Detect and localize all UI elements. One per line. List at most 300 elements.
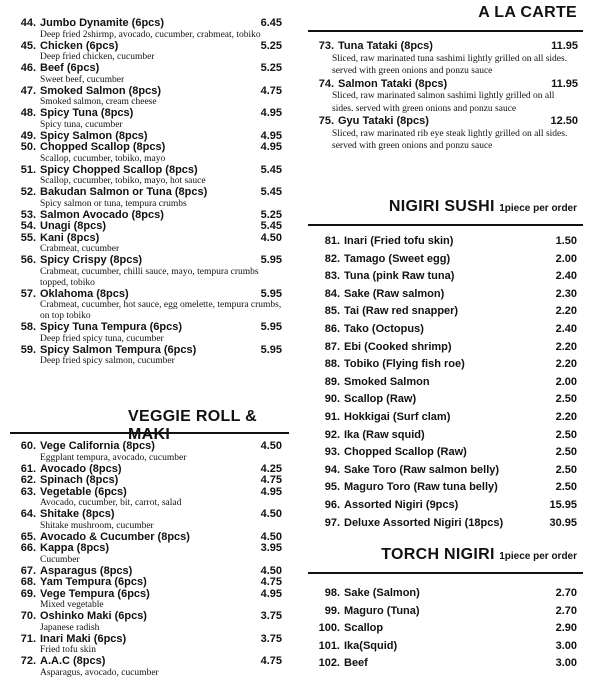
- menu-item-num: 92.: [324, 428, 340, 441]
- menu-item: [10, 255, 282, 289]
- menu-item-description: Crabmeat, cucumber, hot sauce, egg omelette, tempura crumbs, on top tobiko: [40, 300, 282, 321]
- menu-item-name: Avocado (8pcs): [40, 462, 122, 475]
- menu-item-num: 98.: [324, 587, 340, 599]
- menu-item-name: Unagi (8pcs): [40, 220, 107, 232]
- menu-item-price: 2.20: [555, 305, 577, 318]
- menu-item: [10, 634, 282, 657]
- menu-item: [10, 509, 282, 532]
- menu-item: [308, 321, 577, 339]
- menu-item-row: [308, 391, 577, 409]
- menu-item-num: 52.: [20, 186, 36, 198]
- menu-item-name: Spicy Tuna Tempura (6pcs): [40, 321, 183, 333]
- menu-item-row: [308, 374, 577, 392]
- menu-item-row: [308, 233, 577, 251]
- menu-item: [308, 303, 577, 321]
- menu-item-row: [308, 409, 577, 427]
- menu-item-row: [10, 86, 282, 98]
- menu-item-price: 2.70: [555, 604, 577, 617]
- menu-item-num: 74.: [318, 77, 334, 90]
- menu-item-row: [10, 255, 282, 267]
- menu-item: [308, 356, 577, 374]
- menu-item-price: 5.95: [260, 254, 282, 266]
- menu-item: [10, 441, 282, 464]
- menu-item-description: Scallop, cucumber, tobiko, mayo, hot sauce: [40, 176, 206, 186]
- a-la-carte-header: [478, 4, 577, 22]
- menu-item-num: 81.: [324, 235, 340, 247]
- menu-item-price: 2.00: [555, 375, 577, 388]
- menu-item-name: Scallop (Raw): [344, 393, 417, 406]
- menu-item-name: Spicy Salmon (8pcs): [40, 129, 148, 142]
- menu-item-row: [10, 475, 282, 487]
- menu-item-price: 4.95: [260, 129, 282, 142]
- menu-item-name: Bakudan Salmon or Tuna (8pcs): [40, 186, 208, 198]
- menu-item-description: Eggplant tempura, avocado, cucumber: [40, 452, 187, 463]
- menu-item-price: 2.40: [555, 270, 577, 283]
- menu-item-num: 86.: [324, 322, 340, 335]
- menu-item: [10, 108, 282, 131]
- menu-item-num: 96.: [324, 498, 340, 511]
- menu-item-price: 11.95: [551, 77, 578, 90]
- menu-item-row: [308, 427, 577, 445]
- menu-item: [308, 655, 577, 673]
- menu-item-name: Oshinko Maki (6pcs): [40, 610, 147, 622]
- menu-item-num: 75.: [318, 115, 334, 127]
- menu-item-name: Sake (Raw salmon): [344, 287, 445, 300]
- menu-item-description: Deep fried 2shirmp, avocado, cucumber, crabmeat, tobiko: [40, 29, 261, 40]
- menu-item: [308, 444, 577, 462]
- menu-item-row: [308, 78, 578, 91]
- menu-item-name: Deluxe Assorted Nigiri (18pcs): [344, 516, 504, 529]
- menu-item-price: 3.00: [555, 657, 577, 670]
- menu-item-row: [10, 63, 282, 75]
- menu-item-name: Chopped Scallop (8pcs): [40, 141, 166, 153]
- menu-item-num: 94.: [324, 463, 340, 476]
- menu-item-price: 4.50: [260, 231, 282, 244]
- menu-item-num: 70.: [20, 610, 36, 622]
- menu-item-row: [10, 441, 282, 453]
- nigiri-divider: [308, 224, 583, 226]
- menu-item-description: Scallop, cucumber, tobiko, mayo: [40, 153, 166, 164]
- menu-item-num: 82.: [324, 252, 340, 265]
- menu-item-price: 5.25: [260, 208, 282, 221]
- menu-item-row: [308, 286, 577, 304]
- menu-item-row: [10, 656, 282, 668]
- menu-item-num: 97.: [324, 516, 340, 529]
- nigiri-title: NIGIRI SUSHI: [388, 198, 495, 215]
- menu-item-num: 69.: [20, 587, 36, 600]
- menu-item-price: 4.75: [260, 474, 282, 486]
- menu-item-price: 2.50: [555, 428, 577, 441]
- menu-item-num: 72.: [20, 655, 36, 667]
- menu-item-name: Avocado & Cucumber (8pcs): [40, 530, 190, 543]
- menu-item-description: Avocado, cucumber, bit, carrot, salad: [40, 498, 182, 508]
- menu-item: [10, 142, 282, 165]
- menu-item-num: 53.: [20, 208, 36, 221]
- menu-item: [10, 221, 282, 233]
- menu-item-num: 95.: [324, 481, 340, 494]
- menu-item-row: [10, 289, 282, 301]
- menu-item-price: 3.00: [555, 639, 577, 652]
- menu-item: [10, 577, 282, 589]
- menu-item-price: 2.20: [555, 358, 577, 371]
- menu-item: [308, 515, 577, 533]
- menu-item-name: A.A.C (8pcs): [40, 655, 106, 667]
- menu-item: [308, 620, 577, 638]
- menu-item-price: 2.50: [555, 481, 577, 494]
- menu-item: [10, 322, 282, 345]
- menu-item-price: 5.45: [260, 220, 282, 232]
- menu-item: [10, 233, 282, 256]
- menu-item-row: [10, 187, 282, 199]
- menu-item-row: [10, 509, 282, 521]
- menu-item: [308, 115, 578, 153]
- menu-item-row: [308, 585, 577, 603]
- menu-item-description: Crabmeat, cucumber: [40, 244, 120, 254]
- menu-item-name: Sake (Salmon): [344, 587, 420, 599]
- nigiri-list: [308, 233, 577, 532]
- menu-item-name: Maguro (Tuna): [344, 604, 420, 617]
- menu-item-description: Spicy tuna, cucumber: [40, 119, 123, 130]
- menu-item: [308, 585, 577, 603]
- veggie-title: VEGGIE ROLL & MAKI: [128, 408, 257, 443]
- menu-item-price: 5.95: [260, 321, 282, 333]
- menu-item-price: 3.75: [260, 610, 282, 622]
- torch-title: TORCH NIGIRI: [381, 546, 495, 563]
- menu-item: [308, 78, 578, 116]
- menu-item-description: Deep fried spicy salmon, cucumber: [40, 356, 175, 366]
- menu-item-description: Fried tofu skin: [40, 645, 96, 655]
- torch-divider: [308, 572, 583, 574]
- menu-item: [10, 289, 282, 323]
- menu-item-name: Assorted Nigiri (9pcs): [344, 498, 459, 511]
- menu-item-row: [10, 322, 282, 334]
- menu-item-name: Spicy Crispy (8pcs): [40, 254, 143, 266]
- menu-item-num: 89.: [324, 375, 340, 388]
- menu-item-name: Beef (6pcs): [40, 62, 100, 74]
- menu-item-description: Sweet beef, cucumber: [40, 74, 125, 85]
- menu-item-row: [10, 41, 282, 53]
- menu-item-num: 44.: [20, 17, 36, 29]
- menu-item-name: Ika (Raw squid): [344, 428, 425, 441]
- menu-item-name: Asparagus (8pcs): [40, 564, 133, 577]
- menu-item-description: Sliced, raw marinated tuna sashimi lightly grilled on all sides. served with green onions and ponzu sauce: [332, 53, 568, 76]
- menu-item-price: 4.50: [260, 508, 282, 520]
- menu-item-name: Chicken (6pcs): [40, 39, 119, 52]
- menu-item: [308, 391, 577, 409]
- menu-item: [308, 462, 577, 480]
- menu-item-num: 68.: [20, 576, 36, 588]
- menu-item-num: 67.: [20, 564, 36, 577]
- menu-item-description: Spicy salmon or tuna, tempura crumbs: [40, 198, 187, 209]
- menu-item-name: Vege California (8pcs): [40, 440, 155, 452]
- menu-item-price: 3.95: [260, 542, 282, 554]
- a-la-carte-title: A LA CARTE: [478, 4, 577, 21]
- menu-item-price: 12.50: [550, 115, 578, 127]
- menu-item-row: [308, 321, 577, 339]
- menu-item-name: Tobiko (Flying fish roe): [344, 358, 465, 371]
- menu-item-price: 5.95: [260, 287, 282, 300]
- menu-item-name: Tako (Octopus): [344, 322, 424, 335]
- menu-item: [10, 589, 282, 612]
- menu-item-num: 54.: [20, 220, 36, 232]
- menu-item-price: 11.95: [551, 40, 578, 52]
- menu-item-num: 100.: [318, 622, 340, 635]
- menu-item-description: Japanese radish: [40, 622, 100, 633]
- menu-item-row: [308, 303, 577, 321]
- menu-item-price: 4.50: [260, 564, 282, 577]
- menu-item-row: [10, 634, 282, 646]
- menu-item-price: 4.95: [260, 587, 282, 600]
- menu-item-num: 56.: [20, 254, 36, 266]
- menu-item-name: Vegetable (6pcs): [40, 485, 127, 498]
- menu-item-name: Tuna (pink Raw tuna): [344, 270, 455, 283]
- menu-item-row: [308, 268, 577, 286]
- menu-item-price: 4.95: [260, 107, 282, 119]
- menu-item-price: 2.90: [555, 622, 577, 635]
- menu-item-price: 4.95: [260, 485, 282, 498]
- menu-item: [308, 268, 577, 286]
- menu-item: [308, 638, 577, 656]
- menu-item-num: 61.: [20, 462, 36, 475]
- menu-item-num: 71.: [20, 632, 36, 645]
- menu-item: [10, 41, 282, 64]
- menu-item-price: 4.75: [260, 576, 282, 588]
- menu-item-name: Kani (8pcs): [40, 231, 100, 244]
- menu-item-description: Asparagus, avocado, cucumber: [40, 667, 159, 678]
- menu-item-price: 2.50: [555, 463, 577, 476]
- menu-item-row: [10, 589, 282, 601]
- menu-item-num: 85.: [324, 305, 340, 318]
- menu-item-num: 63.: [20, 485, 36, 498]
- menu-item-name: Ebi (Cooked shrimp): [344, 340, 452, 353]
- menu-item: [10, 543, 282, 566]
- menu-item-name: Smoked Salmon: [344, 375, 430, 388]
- menu-item-name: Spicy Salmon Tempura (6pcs): [40, 343, 197, 356]
- menu-item-row: [308, 479, 577, 497]
- menu-item-price: 2.50: [555, 393, 577, 406]
- a-la-carte-list: [308, 40, 578, 153]
- menu-item: [308, 409, 577, 427]
- veggie-divider: [10, 432, 289, 434]
- menu-item-name: Inari Maki (6pcs): [40, 632, 127, 645]
- menu-item-row: [10, 345, 282, 357]
- menu-item-num: 60.: [20, 440, 36, 452]
- menu-item-name: Shitake (8pcs): [40, 508, 115, 520]
- menu-item-name: Scallop: [344, 622, 384, 635]
- menu-item-price: 5.25: [260, 62, 282, 74]
- menu-item: [308, 251, 577, 269]
- menu-item-name: Hokkigai (Surf clam): [344, 410, 451, 423]
- menu-item-row: [308, 497, 577, 515]
- menu-item-price: 5.45: [260, 186, 282, 198]
- menu-item-row: [308, 115, 578, 128]
- menu-item: [308, 374, 577, 392]
- menu-item-price: 2.70: [555, 587, 577, 599]
- menu-item: [10, 18, 282, 41]
- menu-item-price: 5.45: [260, 163, 282, 176]
- menu-item-name: Salmon Avocado (8pcs): [40, 208, 164, 221]
- menu-item-num: 87.: [324, 340, 340, 353]
- menu-item-num: 46.: [20, 62, 36, 74]
- menu-item-name: Beef: [344, 657, 368, 670]
- menu-item-price: 2.20: [555, 410, 577, 423]
- menu-item: [10, 345, 282, 368]
- menu-item: [10, 86, 282, 109]
- menu-item-description: Deep fried chicken, cucumber: [40, 52, 155, 62]
- torch-header: [381, 546, 577, 564]
- menu-item-price: 4.50: [260, 530, 282, 543]
- menu-item-row: [308, 638, 577, 656]
- menu-item-row: [308, 40, 578, 53]
- menu-item-num: 91.: [324, 410, 340, 423]
- menu-item-name: Chopped Scallop (Raw): [344, 446, 467, 459]
- menu-item: [308, 603, 577, 621]
- menu-item-row: [308, 655, 577, 673]
- menu-item-price: 1.50: [555, 235, 577, 247]
- menu-item-row: [308, 462, 577, 480]
- menu-item-name: Spicy Chopped Scallop (8pcs): [40, 163, 198, 176]
- menu-item-description: Crabmeat, cucumber, chilli sauce, mayo, tempura crumbs topped, tobiko: [40, 266, 259, 288]
- menu-item-price: 3.75: [260, 632, 282, 645]
- menu-item-price: 4.75: [260, 84, 282, 97]
- menu-item: [10, 487, 282, 510]
- menu-item-num: 50.: [20, 141, 36, 153]
- menu-item-price: 5.95: [260, 343, 282, 356]
- menu-item-price: 6.45: [260, 17, 282, 29]
- menu-item-row: [308, 603, 577, 621]
- menu-item-num: 83.: [324, 270, 340, 283]
- menu-item: [308, 233, 577, 251]
- menu-item-num: 102.: [318, 657, 340, 670]
- menu-item-num: 59.: [20, 343, 36, 356]
- menu-item-description: Deep fried spicy tuna, cucumber: [40, 333, 164, 344]
- torch-list: [308, 585, 577, 673]
- menu-item-row: [10, 165, 282, 177]
- menu-item-num: 101.: [318, 639, 340, 652]
- menu-item: [308, 339, 577, 357]
- menu-item-name: Tuna Tataki (8pcs): [338, 40, 433, 52]
- menu-item-row: [308, 620, 577, 638]
- menu-item: [308, 286, 577, 304]
- menu-item-price: 4.95: [260, 141, 282, 153]
- menu-item-row: [10, 142, 282, 154]
- menu-item-name: Ika(Squid): [344, 639, 398, 652]
- menu-item-description: Mixed vegetable: [40, 600, 104, 610]
- torch-subtitle: 1piece per order: [499, 551, 577, 562]
- menu-item-num: 99.: [324, 604, 340, 617]
- nigiri-header: [389, 198, 577, 216]
- menu-item-name: Sake Toro (Raw salmon belly): [344, 463, 500, 476]
- menu-item-num: 65.: [20, 530, 36, 543]
- menu-item-row: [10, 543, 282, 555]
- menu-item-row: [308, 356, 577, 374]
- menu-item: [308, 497, 577, 515]
- menu-item-description: Shitake mushroom, cucumber: [40, 520, 154, 531]
- menu-item-num: 90.: [324, 393, 340, 406]
- menu-item-num: 58.: [20, 321, 36, 333]
- menu-item-description: Sliced, raw marinated rib eye steak lightly grilled on all sides. served with green onions and ponzu sauce: [332, 128, 568, 151]
- menu-item-price: 30.95: [549, 516, 577, 529]
- menu-item-num: 84.: [324, 287, 340, 300]
- menu-item-name: Oklahoma (8pcs): [40, 287, 129, 300]
- veggie-header: [128, 408, 292, 444]
- menu-item-name: Yam Tempura (6pcs): [40, 576, 147, 588]
- menu-item-price: 2.00: [555, 252, 577, 265]
- sushi-roll-list: [10, 18, 282, 367]
- menu-item: [308, 40, 578, 78]
- menu-item-price: 15.95: [549, 498, 577, 511]
- menu-item-name: Smoked Salmon (8pcs): [40, 84, 162, 97]
- menu-item-num: 47.: [20, 84, 36, 97]
- menu-item-name: Spicy Tuna (8pcs): [40, 107, 134, 119]
- menu-item-num: 49.: [20, 129, 36, 142]
- menu-item-price: 2.50: [555, 446, 577, 459]
- nigiri-subtitle: 1piece per order: [499, 203, 577, 214]
- menu-item-num: 64.: [20, 508, 36, 520]
- menu-item: [10, 187, 282, 210]
- menu-item-name: Vege Tempura (6pcs): [40, 587, 150, 600]
- menu-item-num: 73.: [318, 40, 334, 52]
- menu-item-row: [308, 251, 577, 269]
- menu-item-name: Maguro Toro (Raw tuna belly): [344, 481, 498, 494]
- menu-item-price: 2.40: [555, 322, 577, 335]
- menu-item: [308, 427, 577, 445]
- menu-item-price: 5.25: [260, 39, 282, 52]
- menu-item-price: 4.75: [260, 655, 282, 667]
- menu-item-description: Cucumber: [40, 554, 80, 565]
- menu-item-name: Gyu Tataki (8pcs): [338, 115, 429, 127]
- menu-item-name: Spinach (8pcs): [40, 474, 119, 486]
- menu-item: [10, 165, 282, 188]
- menu-item-description: Smoked salmon, cream cheese: [40, 97, 157, 107]
- menu-item-num: 55.: [20, 231, 36, 244]
- menu-item-num: 62.: [20, 474, 36, 486]
- menu-item-row: [10, 577, 282, 589]
- menu-item-price: 2.20: [555, 340, 577, 353]
- menu-item-row: [10, 611, 282, 623]
- menu-item: [10, 611, 282, 634]
- menu-item: [10, 475, 282, 487]
- menu-item-row: [10, 108, 282, 120]
- menu-item-name: Inari (Fried tofu skin): [344, 235, 454, 247]
- menu-item-row: [10, 233, 282, 245]
- menu-item-num: 45.: [20, 39, 36, 52]
- menu-item-name: Jumbo Dynamite (6pcs): [40, 17, 165, 29]
- menu-item-num: 48.: [20, 107, 36, 119]
- menu-item-row: [10, 18, 282, 30]
- menu-item: [10, 63, 282, 86]
- menu-item-name: Tai (Raw red snapper): [344, 305, 459, 318]
- menu-item-price: 4.50: [260, 440, 282, 452]
- menu-item-row: [10, 487, 282, 499]
- menu-item-row: [308, 515, 577, 533]
- menu-item: [308, 479, 577, 497]
- menu-item-description: Sliced, raw marinated salmon sashimi lightly grilled on all sides. served with green onions and ponzu sauce: [332, 91, 555, 114]
- menu-item-name: Tamago (Sweet egg): [344, 252, 451, 265]
- menu-item-row: [10, 221, 282, 233]
- menu-item-price: 4.25: [260, 462, 282, 475]
- menu-item-row: [308, 444, 577, 462]
- menu-item-num: 93.: [324, 446, 340, 459]
- menu-item-row: [308, 339, 577, 357]
- menu-item-name: Salmon Tataki (8pcs): [338, 77, 448, 90]
- a-la-carte-divider: [308, 30, 583, 32]
- menu-item-num: 57.: [20, 287, 36, 300]
- menu-item-num: 51.: [20, 163, 36, 176]
- menu-item-num: 88.: [324, 358, 340, 371]
- veggie-list: [10, 441, 282, 679]
- menu-item-price: 2.30: [555, 287, 577, 300]
